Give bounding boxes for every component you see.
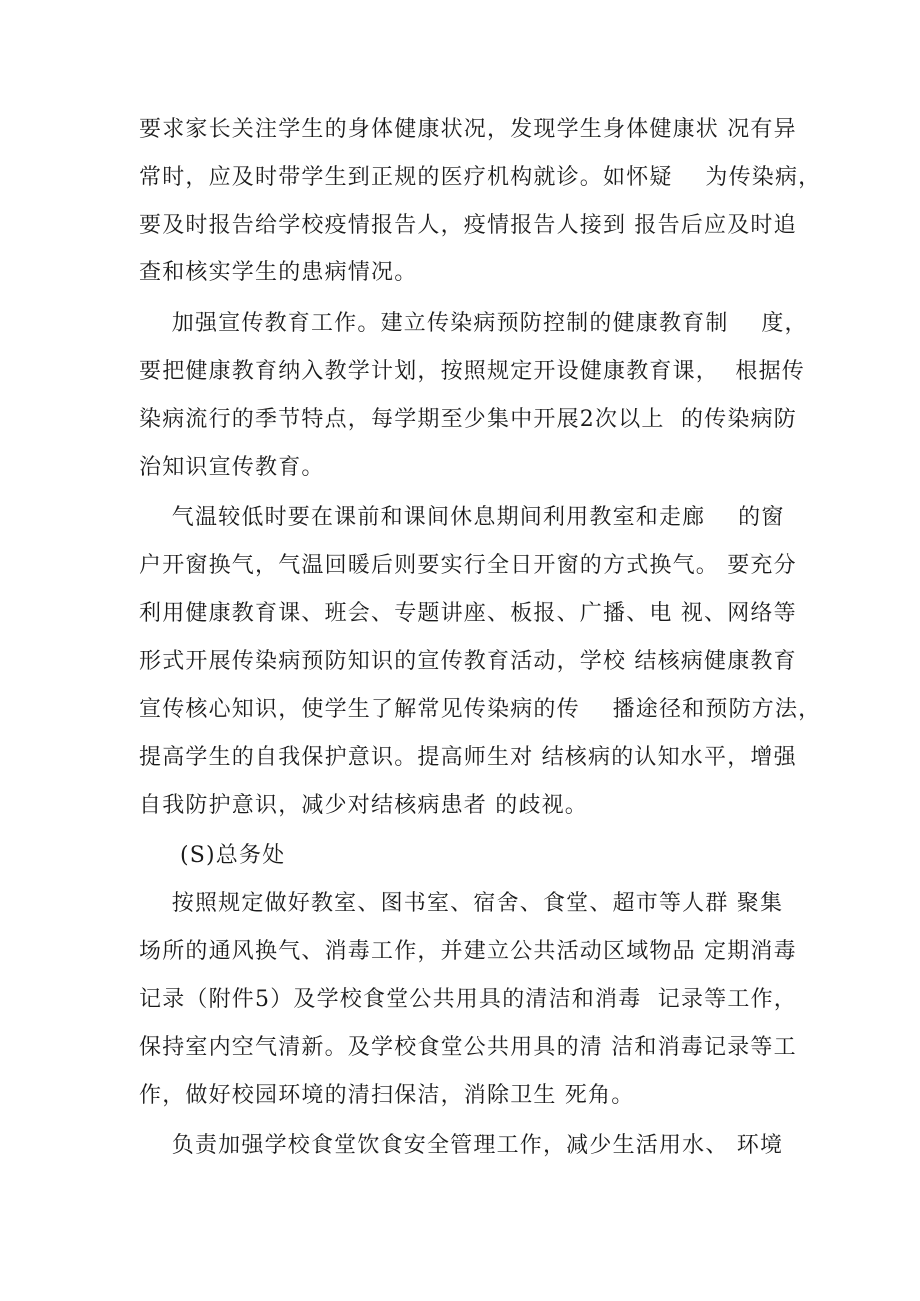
text-line: 按照规定做好教室、图书室、宿舍、食堂、超市等人群 聚集 (139, 891, 784, 916)
text-line: 负责加强学校食堂饮食安全管理工作，减少生活用水、 环境 (139, 1133, 784, 1158)
text-line: 作，做好校园环境的清扫保洁，消除卫生 死角。 (139, 1083, 635, 1108)
text-line: 治知识宣传教育。 (139, 455, 325, 480)
text-line: 要求家长关注学生的身体健康状况，发现学生身体健康状 况有异 (139, 117, 797, 142)
text-line: 要把健康教育纳入教学计划，按照规定开设健康教育课， 根据传 (139, 359, 805, 384)
text-line: 记录（附件5）及学校食堂公共用具的清洁和消毒 记录等工作， (139, 987, 797, 1012)
text-line: 常时，应及时带学生到正规的医疗机构就诊。如怀疑 为传染病， (139, 165, 822, 190)
text-line: 要及时报告给学校疫情报告人，疫情报告人接到 报告后应及时追 (139, 213, 797, 238)
text-line: 加强宣传教育工作。建立传染病预防控制的健康教育制 度， (139, 311, 808, 336)
text-line: 提高学生的自我保护意识。提高师生对 结核病的认知水平，增强 (139, 745, 797, 770)
section-heading: (S)总务处 (139, 843, 286, 868)
text-line: 利用健康教育课、班会、专题讲座、板报、广播、电 视、网络等 (139, 601, 797, 626)
text-line: 场所的通风换气、消毒工作，并建立公共活动区域物品 定期消毒 (139, 939, 797, 964)
text-line: 自我防护意识，减少对结核病患者 的歧视。 (139, 793, 588, 818)
text-line: 保持室内空气清新。及学校食堂公共用具的清 洁和消毒记录等工 (139, 1035, 797, 1060)
text-line: 气温较低时要在课前和课间休息期间利用教室和走廊 的窗 (139, 505, 785, 530)
text-line: 宣传核心知识，使学生了解常见传染病的传 播途径和预防方法， (139, 697, 822, 722)
text-line: 户开窗换气，气温回暖后则要实行全日开窗的方式换气。 要充分 (139, 553, 797, 578)
text-line: 形式开展传染病预防知识的宣传教育活动，学校 结核病健康教育 (139, 649, 797, 674)
text-line: 染病流行的季节特点，每学期至少集中开展2次以上 的传染病防 (139, 407, 797, 432)
text-line: 查和核实学生的患病情况。 (139, 260, 418, 285)
